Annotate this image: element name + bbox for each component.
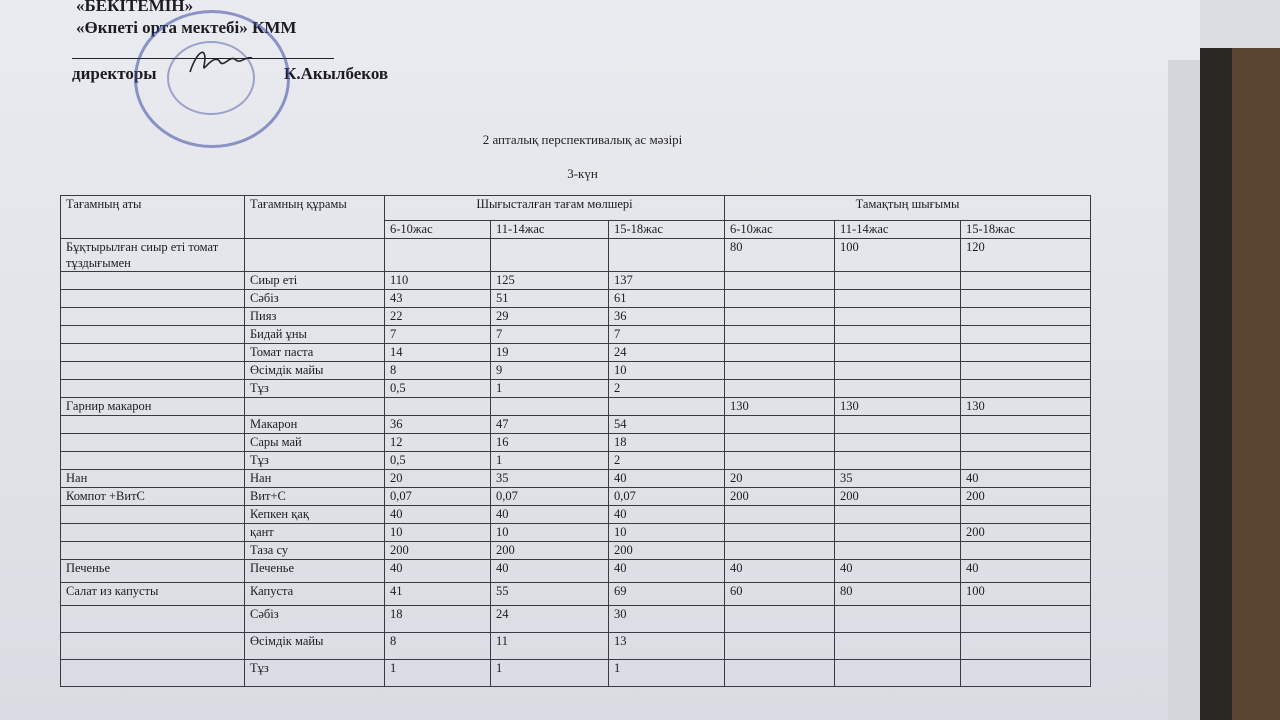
output-cell bbox=[961, 344, 1091, 362]
output-cell bbox=[835, 272, 961, 290]
ingredient-cell: Сәбіз bbox=[245, 606, 385, 633]
ingredient-cell: Бидай ұны bbox=[245, 326, 385, 344]
output-cell bbox=[961, 633, 1091, 660]
output-cell bbox=[835, 506, 961, 524]
table-row bbox=[61, 380, 1091, 398]
table-row bbox=[61, 290, 1091, 308]
portion-cell: 0,5 bbox=[385, 380, 491, 398]
output-cell: 200 bbox=[725, 488, 835, 506]
portion-cell: 51 bbox=[491, 290, 609, 308]
table-row bbox=[61, 583, 1091, 606]
portion-cell: 7 bbox=[491, 326, 609, 344]
output-cell: 40 bbox=[835, 560, 961, 583]
dish-cell: Гарнир макарон bbox=[61, 398, 245, 416]
output-cell: 200 bbox=[835, 488, 961, 506]
output-cell bbox=[725, 290, 835, 308]
output-cell: 40 bbox=[961, 470, 1091, 488]
portion-cell: 200 bbox=[609, 542, 725, 560]
ingredient-cell: Томат паста bbox=[245, 344, 385, 362]
output-cell: 130 bbox=[725, 398, 835, 416]
ingredient-cell bbox=[245, 239, 385, 272]
dish-cell bbox=[61, 506, 245, 524]
table-row bbox=[61, 470, 1091, 488]
output-cell bbox=[835, 362, 961, 380]
output-cell: 40 bbox=[725, 560, 835, 583]
dish-cell bbox=[61, 380, 245, 398]
table-row bbox=[61, 488, 1091, 506]
output-age-header: 15-18жас bbox=[961, 221, 1091, 239]
output-cell bbox=[961, 434, 1091, 452]
portion-cell: 40 bbox=[609, 560, 725, 583]
school-name: «Өкпеті орта мектебі» КММ bbox=[76, 18, 297, 37]
approve-heading: «БЕКІТЕМІН» bbox=[76, 0, 194, 15]
portion-age-header: 15-18жас bbox=[609, 221, 725, 239]
ingredient-cell: Печенье bbox=[245, 560, 385, 583]
portion-cell: 10 bbox=[609, 524, 725, 542]
ingredient-cell: Макарон bbox=[245, 416, 385, 434]
output-cell bbox=[961, 290, 1091, 308]
portion-cell bbox=[609, 398, 725, 416]
output-cell bbox=[835, 452, 961, 470]
portion-cell bbox=[385, 239, 491, 272]
portion-age-header: 6-10жас bbox=[385, 221, 491, 239]
output-cell: 80 bbox=[725, 239, 835, 272]
ingredient-cell: Капуста bbox=[245, 583, 385, 606]
dish-cell: Нан bbox=[61, 470, 245, 488]
output-cell bbox=[961, 506, 1091, 524]
dish-cell: Салат из капусты bbox=[61, 583, 245, 606]
output-cell: 120 bbox=[961, 239, 1091, 272]
table-row bbox=[61, 416, 1091, 434]
portion-cell: 55 bbox=[491, 583, 609, 606]
output-group-header: Тамақтың шығымы bbox=[725, 196, 1091, 221]
output-cell bbox=[725, 633, 835, 660]
portion-cell: 40 bbox=[491, 560, 609, 583]
output-cell bbox=[835, 416, 961, 434]
dish-cell bbox=[61, 633, 245, 660]
output-cell bbox=[725, 660, 835, 687]
table-row bbox=[61, 344, 1091, 362]
portion-cell: 200 bbox=[491, 542, 609, 560]
dish-cell bbox=[61, 542, 245, 560]
ingredient-cell: Кепкен қақ bbox=[245, 506, 385, 524]
table-row bbox=[61, 542, 1091, 560]
portion-cell: 35 bbox=[491, 470, 609, 488]
output-cell: 100 bbox=[961, 583, 1091, 606]
portion-cell: 0,07 bbox=[385, 488, 491, 506]
dish-cell bbox=[61, 308, 245, 326]
dish-column-header: Тағамның аты bbox=[61, 196, 245, 239]
background-desk bbox=[1232, 40, 1280, 720]
portion-cell: 61 bbox=[609, 290, 725, 308]
portion-cell: 10 bbox=[609, 362, 725, 380]
output-cell bbox=[961, 542, 1091, 560]
portion-cell: 10 bbox=[491, 524, 609, 542]
portion-cell: 40 bbox=[385, 506, 491, 524]
portion-cell: 22 bbox=[385, 308, 491, 326]
dish-cell: Компот +ВитС bbox=[61, 488, 245, 506]
portion-cell: 8 bbox=[385, 633, 491, 660]
output-cell bbox=[835, 434, 961, 452]
table-row bbox=[61, 434, 1091, 452]
ingredient-cell: Пияз bbox=[245, 308, 385, 326]
dish-cell bbox=[61, 606, 245, 633]
ingredient-cell: Өсімдік майы bbox=[245, 362, 385, 380]
output-cell bbox=[835, 344, 961, 362]
ingredient-cell: Сары май bbox=[245, 434, 385, 452]
portion-cell: 1 bbox=[491, 380, 609, 398]
director-signature bbox=[186, 44, 256, 78]
output-cell: 35 bbox=[835, 470, 961, 488]
output-cell bbox=[725, 362, 835, 380]
output-cell bbox=[961, 660, 1091, 687]
output-cell bbox=[961, 308, 1091, 326]
portion-cell bbox=[491, 239, 609, 272]
portion-cell: 0,07 bbox=[491, 488, 609, 506]
table-row bbox=[61, 362, 1091, 380]
portion-cell: 69 bbox=[609, 583, 725, 606]
ingredient-cell: Таза су bbox=[245, 542, 385, 560]
portion-cell: 19 bbox=[491, 344, 609, 362]
output-cell bbox=[725, 606, 835, 633]
output-cell bbox=[725, 308, 835, 326]
output-cell bbox=[725, 380, 835, 398]
table-row bbox=[61, 506, 1091, 524]
output-cell bbox=[961, 272, 1091, 290]
portion-cell: 1 bbox=[609, 660, 725, 687]
dish-cell bbox=[61, 326, 245, 344]
output-cell: 20 bbox=[725, 470, 835, 488]
output-cell: 200 bbox=[961, 488, 1091, 506]
portion-cell: 36 bbox=[385, 416, 491, 434]
day-label: 3-күн bbox=[567, 166, 598, 181]
dish-cell bbox=[61, 344, 245, 362]
ingredient-cell: Сиыр еті bbox=[245, 272, 385, 290]
portion-cell: 24 bbox=[491, 606, 609, 633]
output-cell bbox=[835, 542, 961, 560]
output-cell bbox=[961, 416, 1091, 434]
output-cell: 40 bbox=[961, 560, 1091, 583]
portion-cell: 1 bbox=[385, 660, 491, 687]
portion-cell: 9 bbox=[491, 362, 609, 380]
output-cell bbox=[725, 272, 835, 290]
portion-cell: 40 bbox=[609, 470, 725, 488]
portion-cell: 47 bbox=[491, 416, 609, 434]
output-cell: 100 bbox=[835, 239, 961, 272]
ingredient-cell: Вит+С bbox=[245, 488, 385, 506]
output-cell bbox=[961, 326, 1091, 344]
portion-cell: 40 bbox=[385, 560, 491, 583]
table-row bbox=[61, 398, 1091, 416]
output-cell bbox=[835, 660, 961, 687]
portion-cell: 20 bbox=[385, 470, 491, 488]
portion-cell: 30 bbox=[609, 606, 725, 633]
ingredient-cell: Тұз bbox=[245, 660, 385, 687]
portion-cell: 41 bbox=[385, 583, 491, 606]
output-cell bbox=[961, 606, 1091, 633]
table-row bbox=[61, 308, 1091, 326]
dish-cell: Бұқтырылған сиыр еті томат тұздығымен bbox=[61, 239, 245, 272]
portion-cell: 18 bbox=[385, 606, 491, 633]
portion-cell: 16 bbox=[491, 434, 609, 452]
portion-cell: 2 bbox=[609, 452, 725, 470]
dish-cell bbox=[61, 434, 245, 452]
output-cell bbox=[961, 362, 1091, 380]
table-row bbox=[61, 239, 1091, 272]
ingredient-cell: Тұз bbox=[245, 380, 385, 398]
output-cell: 60 bbox=[725, 583, 835, 606]
output-cell bbox=[961, 452, 1091, 470]
ingredient-cell bbox=[245, 398, 385, 416]
portion-cell: 2 bbox=[609, 380, 725, 398]
ingredient-cell: Өсімдік майы bbox=[245, 633, 385, 660]
output-cell bbox=[725, 506, 835, 524]
menu-table bbox=[60, 195, 1091, 687]
output-cell bbox=[835, 606, 961, 633]
portion-cell: 110 bbox=[385, 272, 491, 290]
output-cell bbox=[835, 326, 961, 344]
table-row bbox=[61, 606, 1091, 633]
output-cell bbox=[725, 452, 835, 470]
dish-cell bbox=[61, 660, 245, 687]
portion-cell bbox=[491, 398, 609, 416]
output-cell bbox=[835, 524, 961, 542]
official-stamp bbox=[134, 10, 290, 148]
dish-cell bbox=[61, 416, 245, 434]
portion-age-header: 11-14жас bbox=[491, 221, 609, 239]
portion-cell: 7 bbox=[385, 326, 491, 344]
dish-cell: Печенье bbox=[61, 560, 245, 583]
portion-cell: 36 bbox=[609, 308, 725, 326]
second-page-edge bbox=[1168, 60, 1200, 720]
output-cell: 130 bbox=[835, 398, 961, 416]
output-cell: 200 bbox=[961, 524, 1091, 542]
output-cell bbox=[725, 416, 835, 434]
table-header-row bbox=[61, 196, 1091, 221]
output-cell bbox=[835, 633, 961, 660]
menu-title: 2 апталық перспективалық ас мәзірі bbox=[482, 132, 683, 147]
portion-cell: 13 bbox=[609, 633, 725, 660]
portion-cell: 8 bbox=[385, 362, 491, 380]
portion-cell: 137 bbox=[609, 272, 725, 290]
portion-cell: 1 bbox=[491, 452, 609, 470]
portion-cell bbox=[609, 239, 725, 272]
output-cell bbox=[725, 326, 835, 344]
portion-cell: 24 bbox=[609, 344, 725, 362]
output-cell bbox=[835, 308, 961, 326]
portion-cell: 0,07 bbox=[609, 488, 725, 506]
output-cell: 80 bbox=[835, 583, 961, 606]
table-row bbox=[61, 326, 1091, 344]
portion-cell: 40 bbox=[491, 506, 609, 524]
ingredient-cell: Нан bbox=[245, 470, 385, 488]
portion-cell: 54 bbox=[609, 416, 725, 434]
output-cell bbox=[835, 380, 961, 398]
dish-cell bbox=[61, 452, 245, 470]
output-cell bbox=[835, 290, 961, 308]
dish-cell bbox=[61, 272, 245, 290]
table-row bbox=[61, 452, 1091, 470]
portion-cell: 200 bbox=[385, 542, 491, 560]
portion-cell: 125 bbox=[491, 272, 609, 290]
table-row bbox=[61, 524, 1091, 542]
director-label: директоры bbox=[72, 64, 157, 83]
output-cell bbox=[725, 344, 835, 362]
portion-cell: 12 bbox=[385, 434, 491, 452]
output-age-header: 6-10жас bbox=[725, 221, 835, 239]
table-row bbox=[61, 633, 1091, 660]
output-cell bbox=[961, 380, 1091, 398]
ingredient-cell: қант bbox=[245, 524, 385, 542]
composition-column-header: Тағамның құрамы bbox=[245, 196, 385, 239]
portion-group-header: Шығысталған тағам мөлшері bbox=[385, 196, 725, 221]
ingredient-cell: Сәбіз bbox=[245, 290, 385, 308]
table-row bbox=[61, 560, 1091, 583]
portion-cell bbox=[385, 398, 491, 416]
output-cell: 130 bbox=[961, 398, 1091, 416]
table-row bbox=[61, 272, 1091, 290]
output-cell bbox=[725, 434, 835, 452]
dish-cell bbox=[61, 290, 245, 308]
output-cell bbox=[725, 524, 835, 542]
portion-cell: 11 bbox=[491, 633, 609, 660]
portion-cell: 40 bbox=[609, 506, 725, 524]
portion-cell: 0,5 bbox=[385, 452, 491, 470]
dish-cell bbox=[61, 524, 245, 542]
dish-cell bbox=[61, 362, 245, 380]
director-name: К.Акылбеков bbox=[284, 64, 389, 83]
portion-cell: 7 bbox=[609, 326, 725, 344]
portion-cell: 1 bbox=[491, 660, 609, 687]
portion-cell: 14 bbox=[385, 344, 491, 362]
portion-cell: 10 bbox=[385, 524, 491, 542]
portion-cell: 29 bbox=[491, 308, 609, 326]
portion-cell: 43 bbox=[385, 290, 491, 308]
ingredient-cell: Тұз bbox=[245, 452, 385, 470]
portion-cell: 18 bbox=[609, 434, 725, 452]
output-age-header: 11-14жас bbox=[835, 221, 961, 239]
output-cell bbox=[725, 542, 835, 560]
table-row bbox=[61, 660, 1091, 687]
